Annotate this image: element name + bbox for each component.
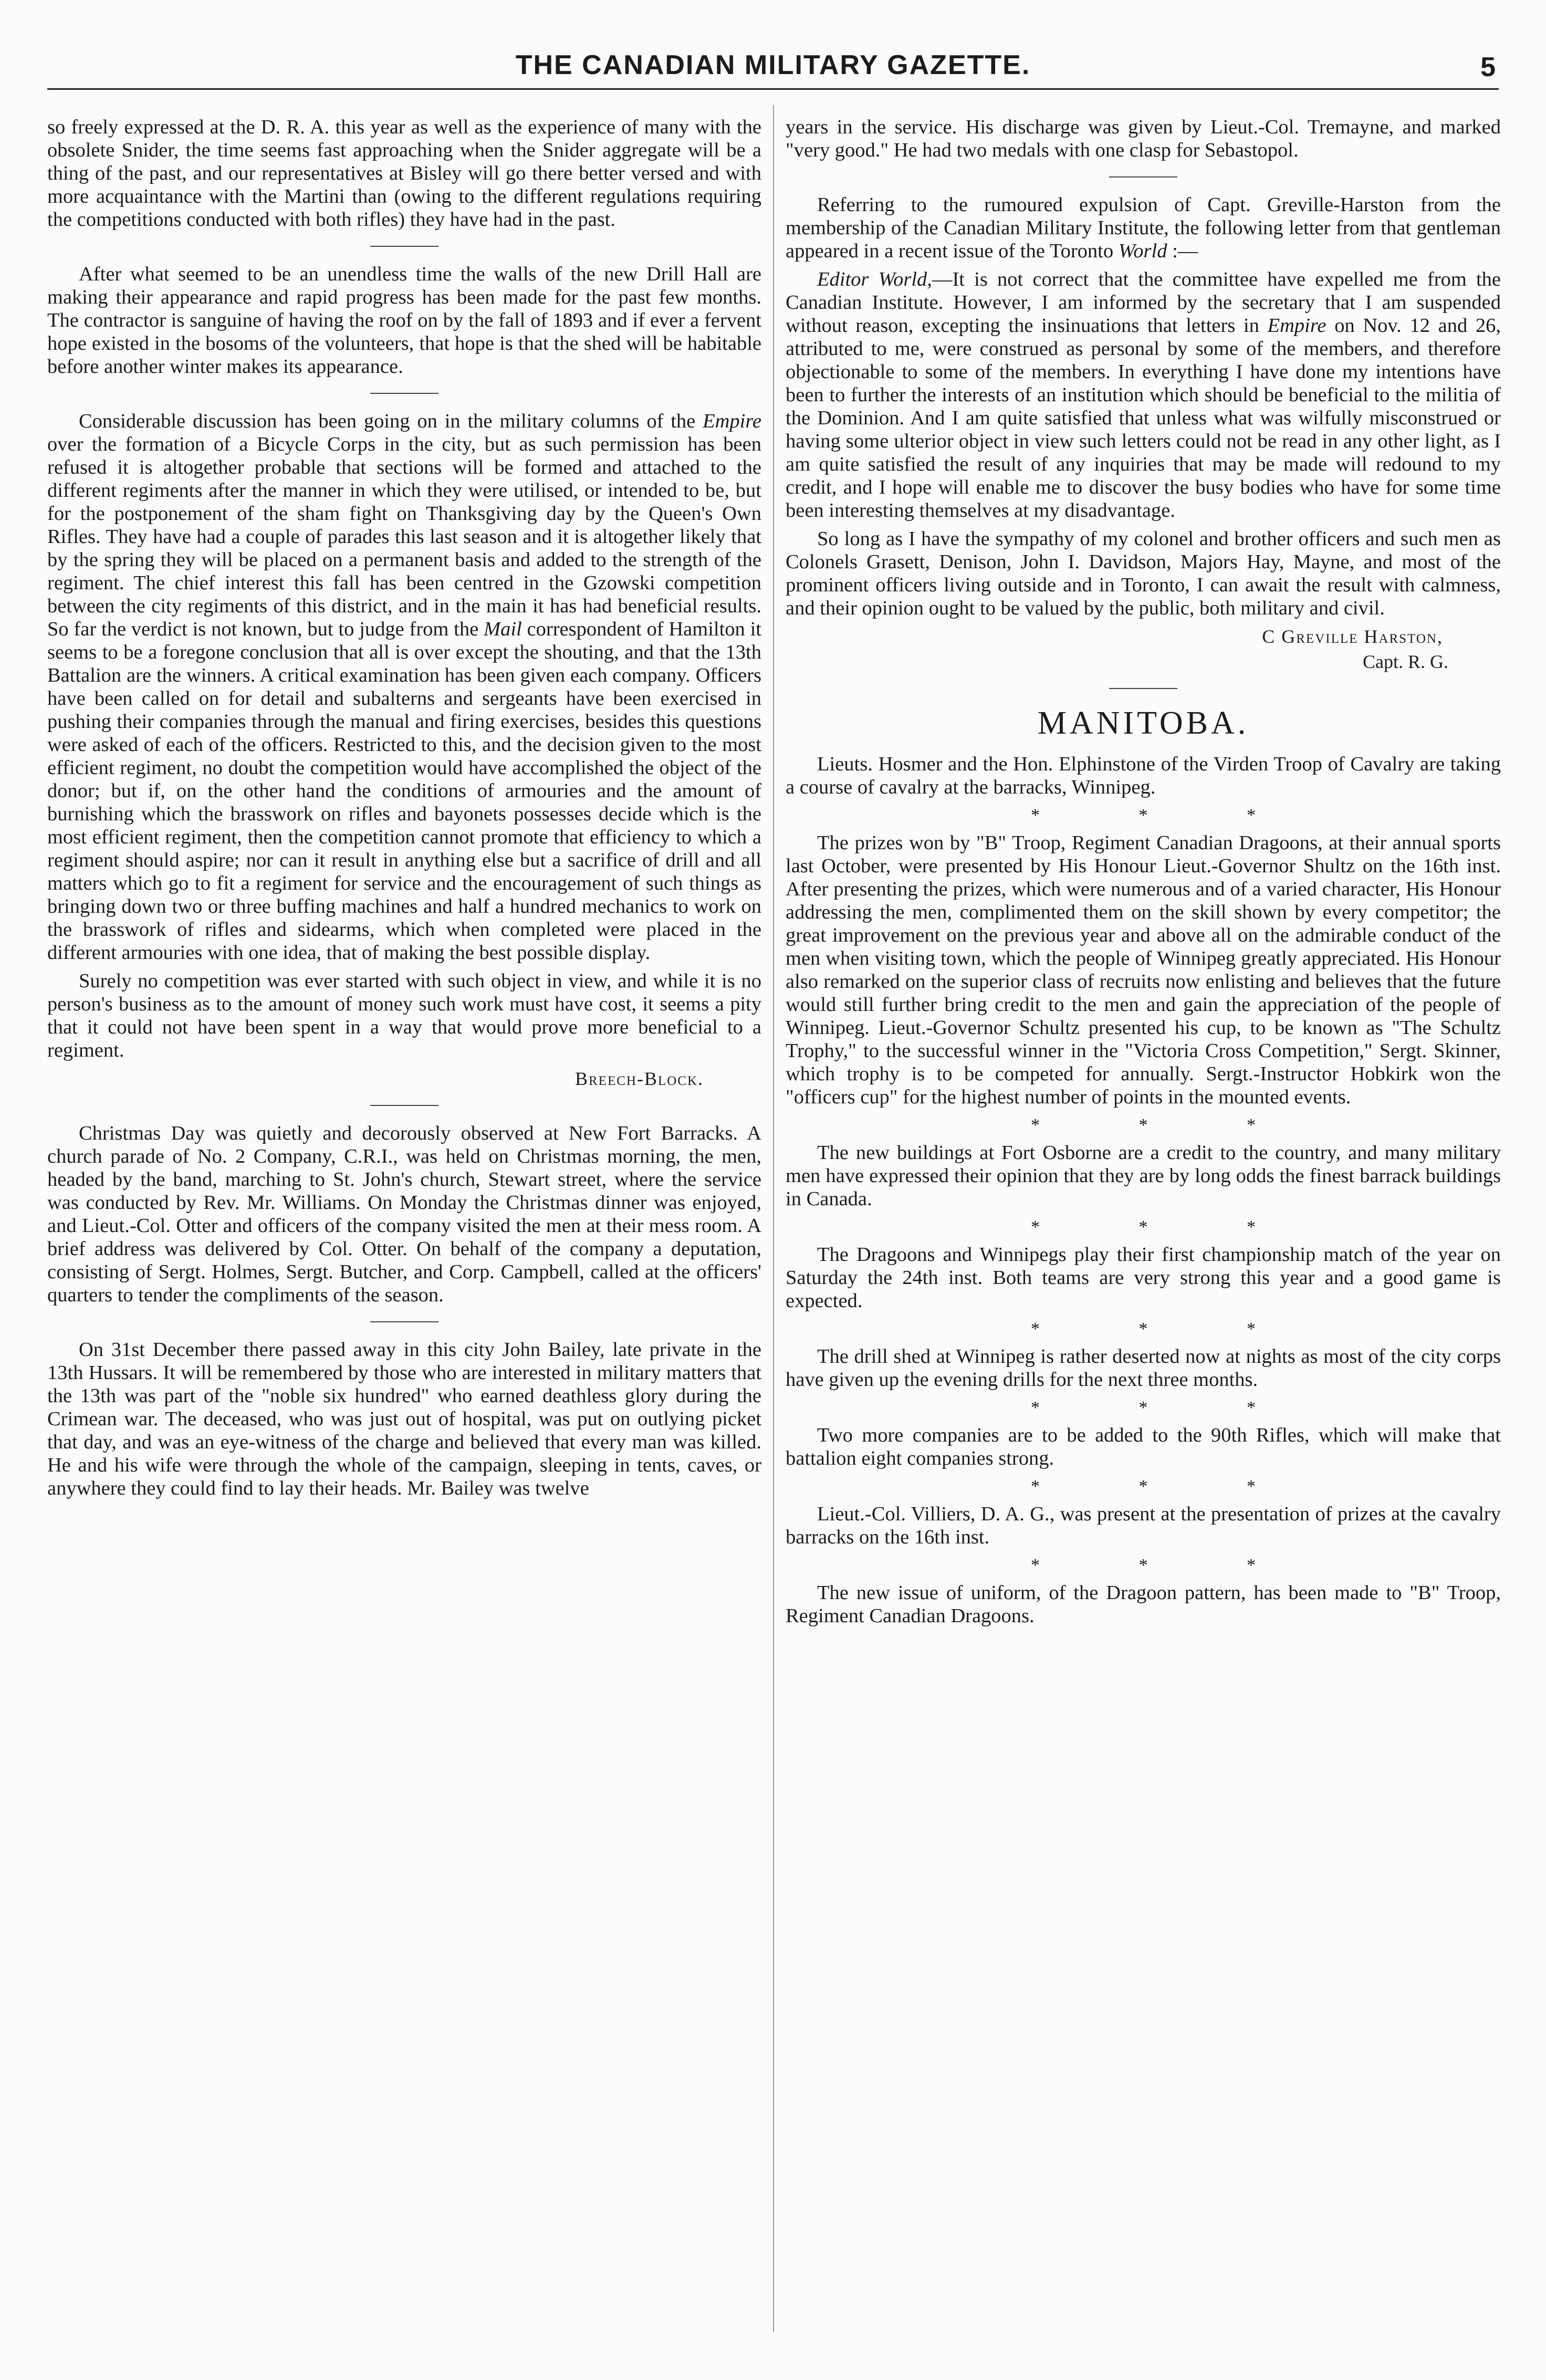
paragraph: so freely expressed at the D. R. A. this year as well as the experience of many with the obsolete Snider, the time seems fast approaching when the Snider aggregate will be a thing of the past, and our representatives at Bisley will go there better versed and with more acquaintance with the Martini than (owing to the different regulations requiring the competitions conducted with both rifles) they have had in the past. (47, 116, 761, 231)
signature-rank: Capt. R. G. (1362, 651, 1448, 672)
paragraph: So long as I have the sympathy of my colonel and brother officers and such men as Colonels Grasett, Denison, John I. Davidson, Majors Hay, Mayne, and most of the prominent officers living outside and in Toronto, I can await the result with calmness, and their opinion ought to be valued by the public, both military and civil. (786, 528, 1501, 619)
paragraph: Christmas Day was quietly and decorously observed at New Fort Barracks. A church parade of No. 2 Company, C.R.I., was held on Christmas morning, the men, headed by the band, marching to St. John's church, Stewart street, where the service was conducted by Rev. Mr. Williams. On Monday the Christmas dinner was enjoyed, and Lieut.-Col. Otter and officers of the company visited the men at their mess room. A brief address was delivered by Col. Otter. On behalf of the company a deputation, consisting of Sergt. Holmes, Sergt. Butcher, and Corp. Campbell, called at the officers' quarters to tender the compliments of the season. (47, 1122, 761, 1306)
left-column (47, 116, 761, 1505)
page-number: 5 (1480, 52, 1496, 82)
paragraph: Considerable discussion has been going on in the military columns of the Empire over the formation of a Bicycle Corps in the city, but as such permission has been refused it is altogether probable that sections will be formed and attached to the different regiments after the manner in which they were utilised, or intended to be, but for the postponement of the sham fight on Thanksgiving day by the Queen's Own Rifles. They have had a couple of parades this last season and it is altogether likely that by the spring they will be placed on a permanent basis and added to the strength of the regiment. The chief interest this fall has been centred in the Gzowski competition between the city regiments of this district, and in the main it has had beneficial results. So far the verdict is not known, but to judge from the Mail correspondent of Hamilton it seems to be a foregone conclusion that all is over except the shouting, and that the 13th Battalion are the winners. A critical examination has been given each company. Officers have been called on for detail and subalterns and sergeants have been exercised in pushing their companies through the manual and firing exercises, besides this questions were asked of each of the officers. Restricted to this, and the decision given to the most efficient regiment, no doubt the competition would have accomplished the object of the donor; but if, on the other hand the conditions of armouries and the amount of burnishing which the brasswork on rifles and bayonets possesses decide which is the most efficient regiment, then the competition cannot promote that efficiency to which a regiment should aspire; nor can it result in anything else but a sacrifice of drill and all matters which go to fit a regiment for service and the encouragement of such things as bringing down two or three buffing machines and half a hundred mechanics to work on the brasswork of rifles and sidearms, which when completed were placed in the different armouries with one idea, that of making the best possible display. (47, 410, 761, 964)
separator (1109, 688, 1177, 689)
paragraph: The Dragoons and Winnipegs play their first championship match of the year on Saturday the 24th inst. Both teams are very strong this year and a good game is expected. (786, 1244, 1501, 1312)
star-separator: * * * (1031, 1217, 1303, 1237)
paragraph: Two more companies are to be added to the 90th Rifles, which will make that battalion eight companies strong. (786, 1424, 1501, 1469)
paragraph: After what seemed to be an unendless time the walls of the new Drill Hall are making their appearance and rapid progress has been made for the past few months. The contractor is sanguine of having the roof on by the fall of 1893 and if ever a fervent hope existed in the bosoms of the volunteers, that hope is that the shed will be habitable before another winter makes its appearance. (47, 263, 761, 378)
signature: C Greville Harston, (1262, 626, 1443, 647)
paragraph: Referring to the rumoured expulsion of Capt. Greville-Harston from the membership of the Canadian Military Institute, the following letter from that gentleman appeared in a recent issue of the Toronto World :— (786, 194, 1501, 262)
paragraph: The new issue of uniform, of the Dragoon pattern, has been made to "B" Troop, Regiment Canadian Dragoons. (786, 1582, 1501, 1627)
paragraph: The new buildings at Fort Osborne are a credit to the country, and many military men have expressed their opinion that they are by long odds the finest barrack buildings in Canada. (786, 1142, 1501, 1210)
paragraph: The drill shed at Winnipeg is rather deserted now at nights as most of the city corps have given up the evening drills for the next three months. (786, 1345, 1501, 1391)
page-header (47, 46, 1499, 90)
star-separator: * * * (1031, 806, 1303, 825)
column-divider (773, 105, 774, 2332)
section-heading: MANITOBA. (1037, 705, 1249, 741)
paragraph: Surely no competition was ever started with such object in view, and while it is no person's business as to the amount of money such work must have cost, it seems a pity that it could not have been spent in a way that would prove more beneficial to a regiment. (47, 970, 761, 1061)
star-separator: * * * (1031, 1398, 1303, 1417)
separator (370, 1321, 438, 1322)
paragraph: Editor World,—It is not correct that the committee have expelled me from the Canadian Institute. However, I am informed by the secretary that I am suspended without reason, excepting the insinuations that letters in Empire on Nov. 12 and 26, attributed to me, were construed as personal by some of the members, and therefore objectionable to some of the members. In everything I have done my intentions have been to further the interests of an institution which should be beneficial to the militia of the Dominion. And I am quite satisfied that unless what was wilfully misconstrued or having some ulterior object in view such letters could not be read in any other light, as I am quite satisfied the result of any inquiries that may be made will redound to my credit, and I hope will enable me to discover the busy bodies who have for some time been interesting themselves at my disadvantage. (786, 268, 1501, 521)
paragraph: Lieuts. Hosmer and the Hon. Elphinstone of the Virden Troop of Cavalry are taking a course of cavalry at the barracks, Winnipeg. (786, 753, 1501, 798)
paragraph: Lieut.-Col. Villiers, D. A. G., was present at the presentation of prizes at the cavalry barracks on the 16th inst. (786, 1503, 1501, 1548)
star-separator: * * * (1031, 1556, 1303, 1575)
star-separator: * * * (1031, 1319, 1303, 1339)
paragraph: The prizes won by "B" Troop, Regiment Canadian Dragoons, at their annual sports last October, were presented by His Honour Lieut.-Governor Shultz on the 16th inst. After presenting the prizes, which were numerous and of a varied character, His Honour addressing the men, complimented them on the skill shown by every competitor; the great improvement on the previous year and above all on the admirable conduct of the men when visiting town, which the people of Winnipeg greatly appreciated. His Honour also remarked on the superior class of recruits now enlisting and believes that the future would still further bring credit to the men and gain the appreciation of the people of Winnipeg. Lieut.-Governor Schultz presented his cup, to be known as "The Schultz Trophy," to the successful winner in the "Victoria Cross Competition," Sergt. Skinner, which trophy is to be competed for annually. Sergt.-Instructor Hobkirk won the "officers cup" for the highest number of points in the mounted events. (786, 832, 1501, 1108)
right-column (786, 116, 1501, 1633)
signature: Breech-Block. (574, 1068, 704, 1089)
separator (370, 246, 438, 247)
paragraph: years in the service. His discharge was given by Lieut.-Col. Tremayne, and marked "very good." He had two medals with one clasp for Sebastopol. (786, 116, 1501, 161)
star-separator: * * * (1031, 1115, 1303, 1135)
separator (370, 393, 438, 394)
star-separator: * * * (1031, 1477, 1303, 1496)
separator (370, 1105, 438, 1106)
paragraph: On 31st December there passed away in this city John Bailey, late private in the 13th Hussars. It will be remembered by those who are interested in military matters that the 13th was part of the "noble six hundred" who earned deathless glory during the Crimean war. The deceased, who was just out of hospital, was put on outlying picket that day, and was an eye-witness of the charge and believed that every man was killed. He and his wife were through the whole of the campaign, sleeping in tents, caves, or anywhere they could find to lay their heads. Mr. Bailey was twelve (47, 1339, 761, 1499)
page-title: THE CANADIAN MILITARY GAZETTE. (515, 50, 1031, 80)
separator (1109, 176, 1177, 178)
